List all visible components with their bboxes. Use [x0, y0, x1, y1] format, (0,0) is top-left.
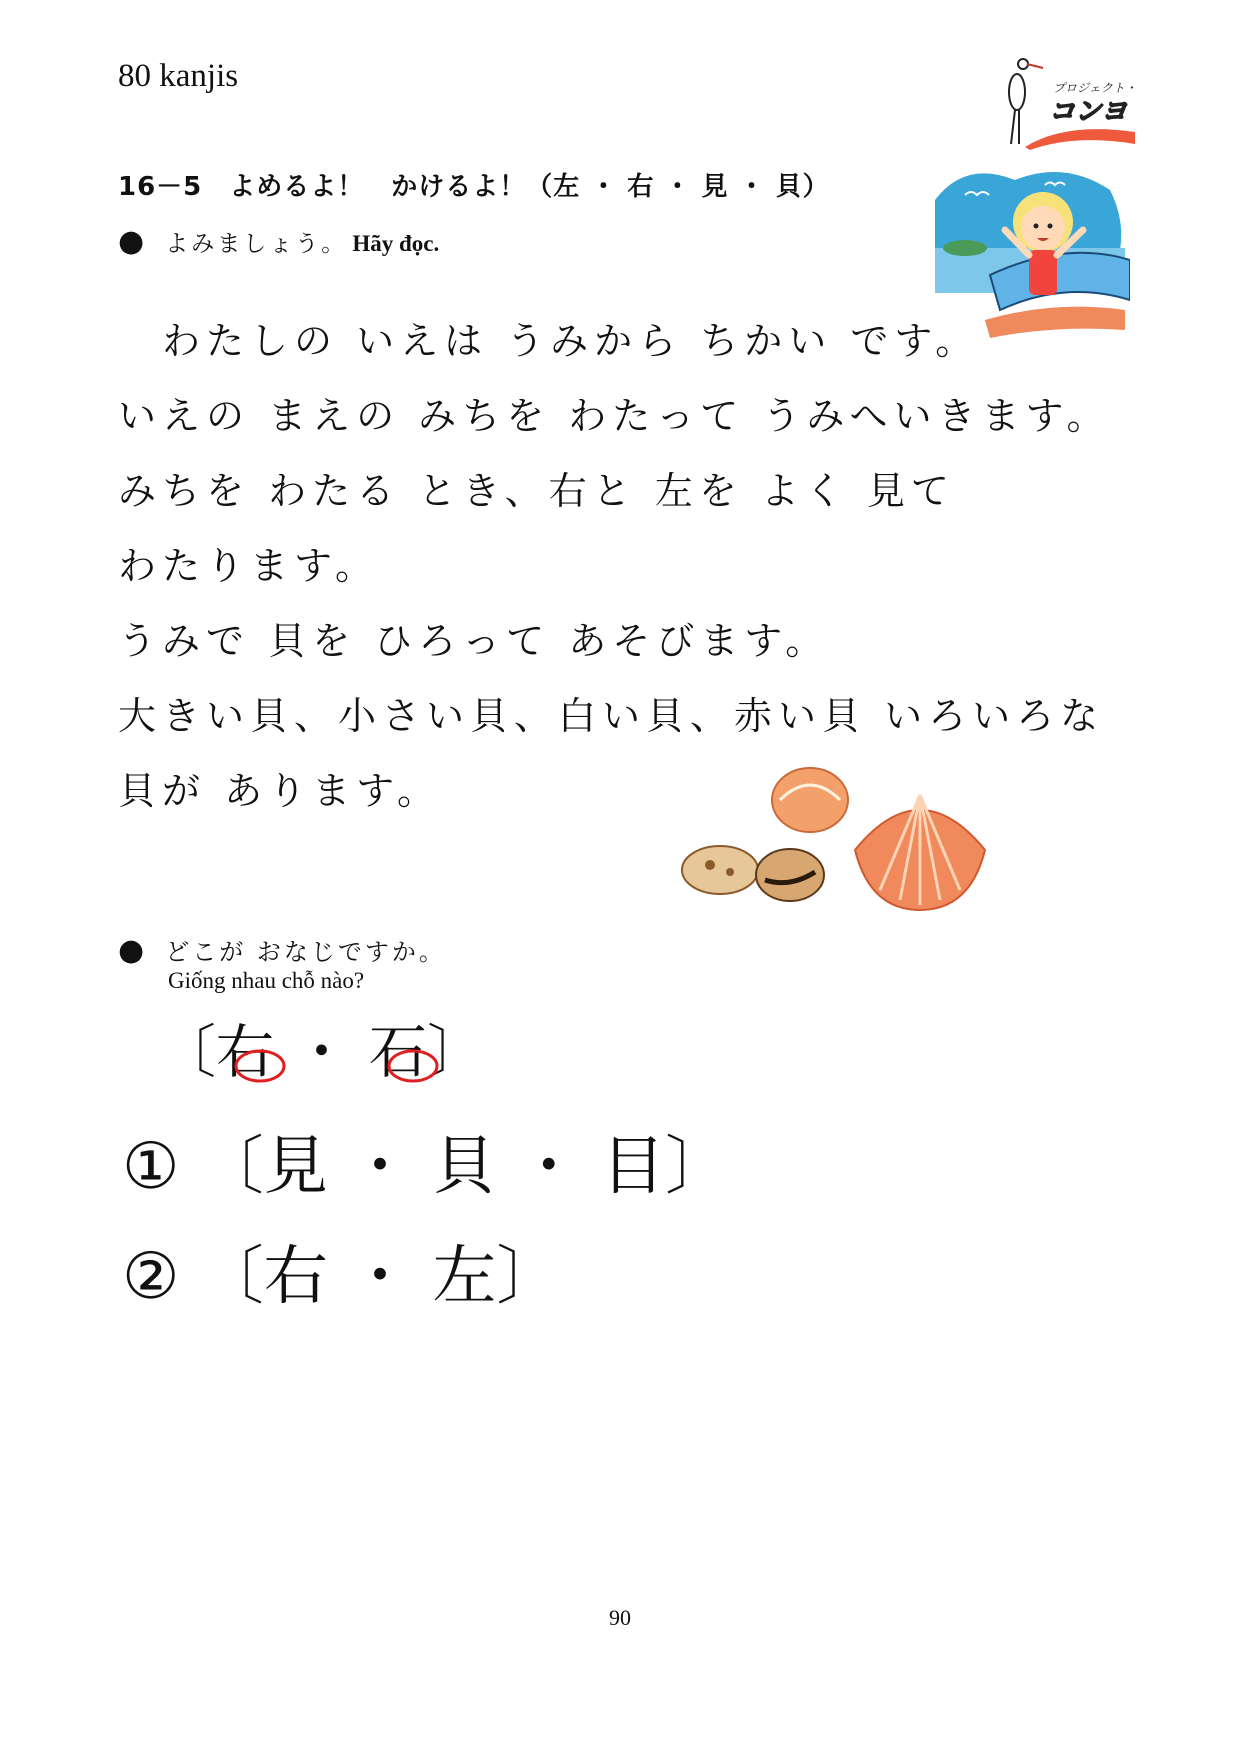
bracket-close: 〕 [426, 1018, 485, 1086]
example-kanji-b-text: 石 [368, 1018, 427, 1086]
bracket-open: 〔 [158, 1018, 217, 1086]
example-separator: ・ [292, 1018, 351, 1086]
island [943, 240, 987, 256]
stork-beak [1027, 64, 1043, 68]
example-kanji-a-text: 右 [216, 1018, 275, 1086]
logo-text-top: プロジェクト・ [1053, 81, 1135, 95]
girl-face [1021, 206, 1065, 250]
question-1-number: ① [122, 1130, 180, 1204]
instruction-same-jp: どこが おなじですか。 [165, 938, 446, 966]
reading-line-3: みちを わたる とき、右と 左を よく 見て [118, 469, 955, 513]
question-2 [122, 1225, 560, 1317]
stork-logo-icon [995, 52, 1135, 152]
page-number: 90 [609, 1605, 631, 1630]
red-circle-icon [387, 1049, 439, 1083]
reading-line-6: 大きい貝、小さい貝、白い貝、赤い貝 いろいろな [118, 694, 1105, 738]
instruction-same [118, 932, 446, 968]
logo-swoosh [1025, 129, 1135, 150]
example-kanji-b [369, 1005, 427, 1089]
reading-line-2: いえの まえの みちを わたって うみへいきます。 [118, 394, 1111, 438]
instruction-same-vn: Giống nhau chỗ nào? [168, 968, 365, 993]
red-circle-icon [234, 1049, 286, 1083]
girl-dress [1029, 250, 1057, 295]
boat-deck [985, 307, 1125, 338]
bullet-icon: ● [118, 224, 145, 259]
instruction-read-jp: よみましょう。 [165, 231, 348, 257]
example-row [158, 1005, 485, 1089]
example-kanji-a [216, 1005, 274, 1089]
clam-shell-icon [772, 768, 848, 832]
question-2-number: ② [122, 1240, 180, 1314]
logo-text-main: コンヨ [1049, 97, 1128, 127]
question-1-text: 〔見 ・ 貝 ・ 目〕 [199, 1130, 730, 1204]
reading-line-7: 貝が あります。 [118, 769, 442, 813]
bullet-icon: ● [118, 933, 145, 968]
instruction-read-vn: Hãy đọc. [352, 231, 440, 256]
section-heading: 16－5 よめるよ！ かけるよ！（左 ・ 右 ・ 見 ・ 貝） [118, 172, 830, 202]
stork-body [1009, 74, 1025, 110]
reading-line-4: わたります。 [118, 544, 379, 588]
reading-line-1: わたしの いえは うみから ちかい です。 [118, 319, 980, 363]
header-label: 80 kanjis [118, 58, 239, 94]
conch-shell-icon [682, 846, 758, 894]
seashells-illustration [680, 760, 1010, 925]
stork-legs [1011, 110, 1019, 144]
question-2-text: 〔右 ・ 左〕 [199, 1240, 561, 1314]
logo [995, 52, 1135, 152]
instruction-read [118, 224, 439, 259]
stork-head [1018, 59, 1028, 69]
reading-line-5: うみで 貝を ひろって あそびます。 [118, 619, 830, 663]
question-1 [122, 1115, 729, 1207]
